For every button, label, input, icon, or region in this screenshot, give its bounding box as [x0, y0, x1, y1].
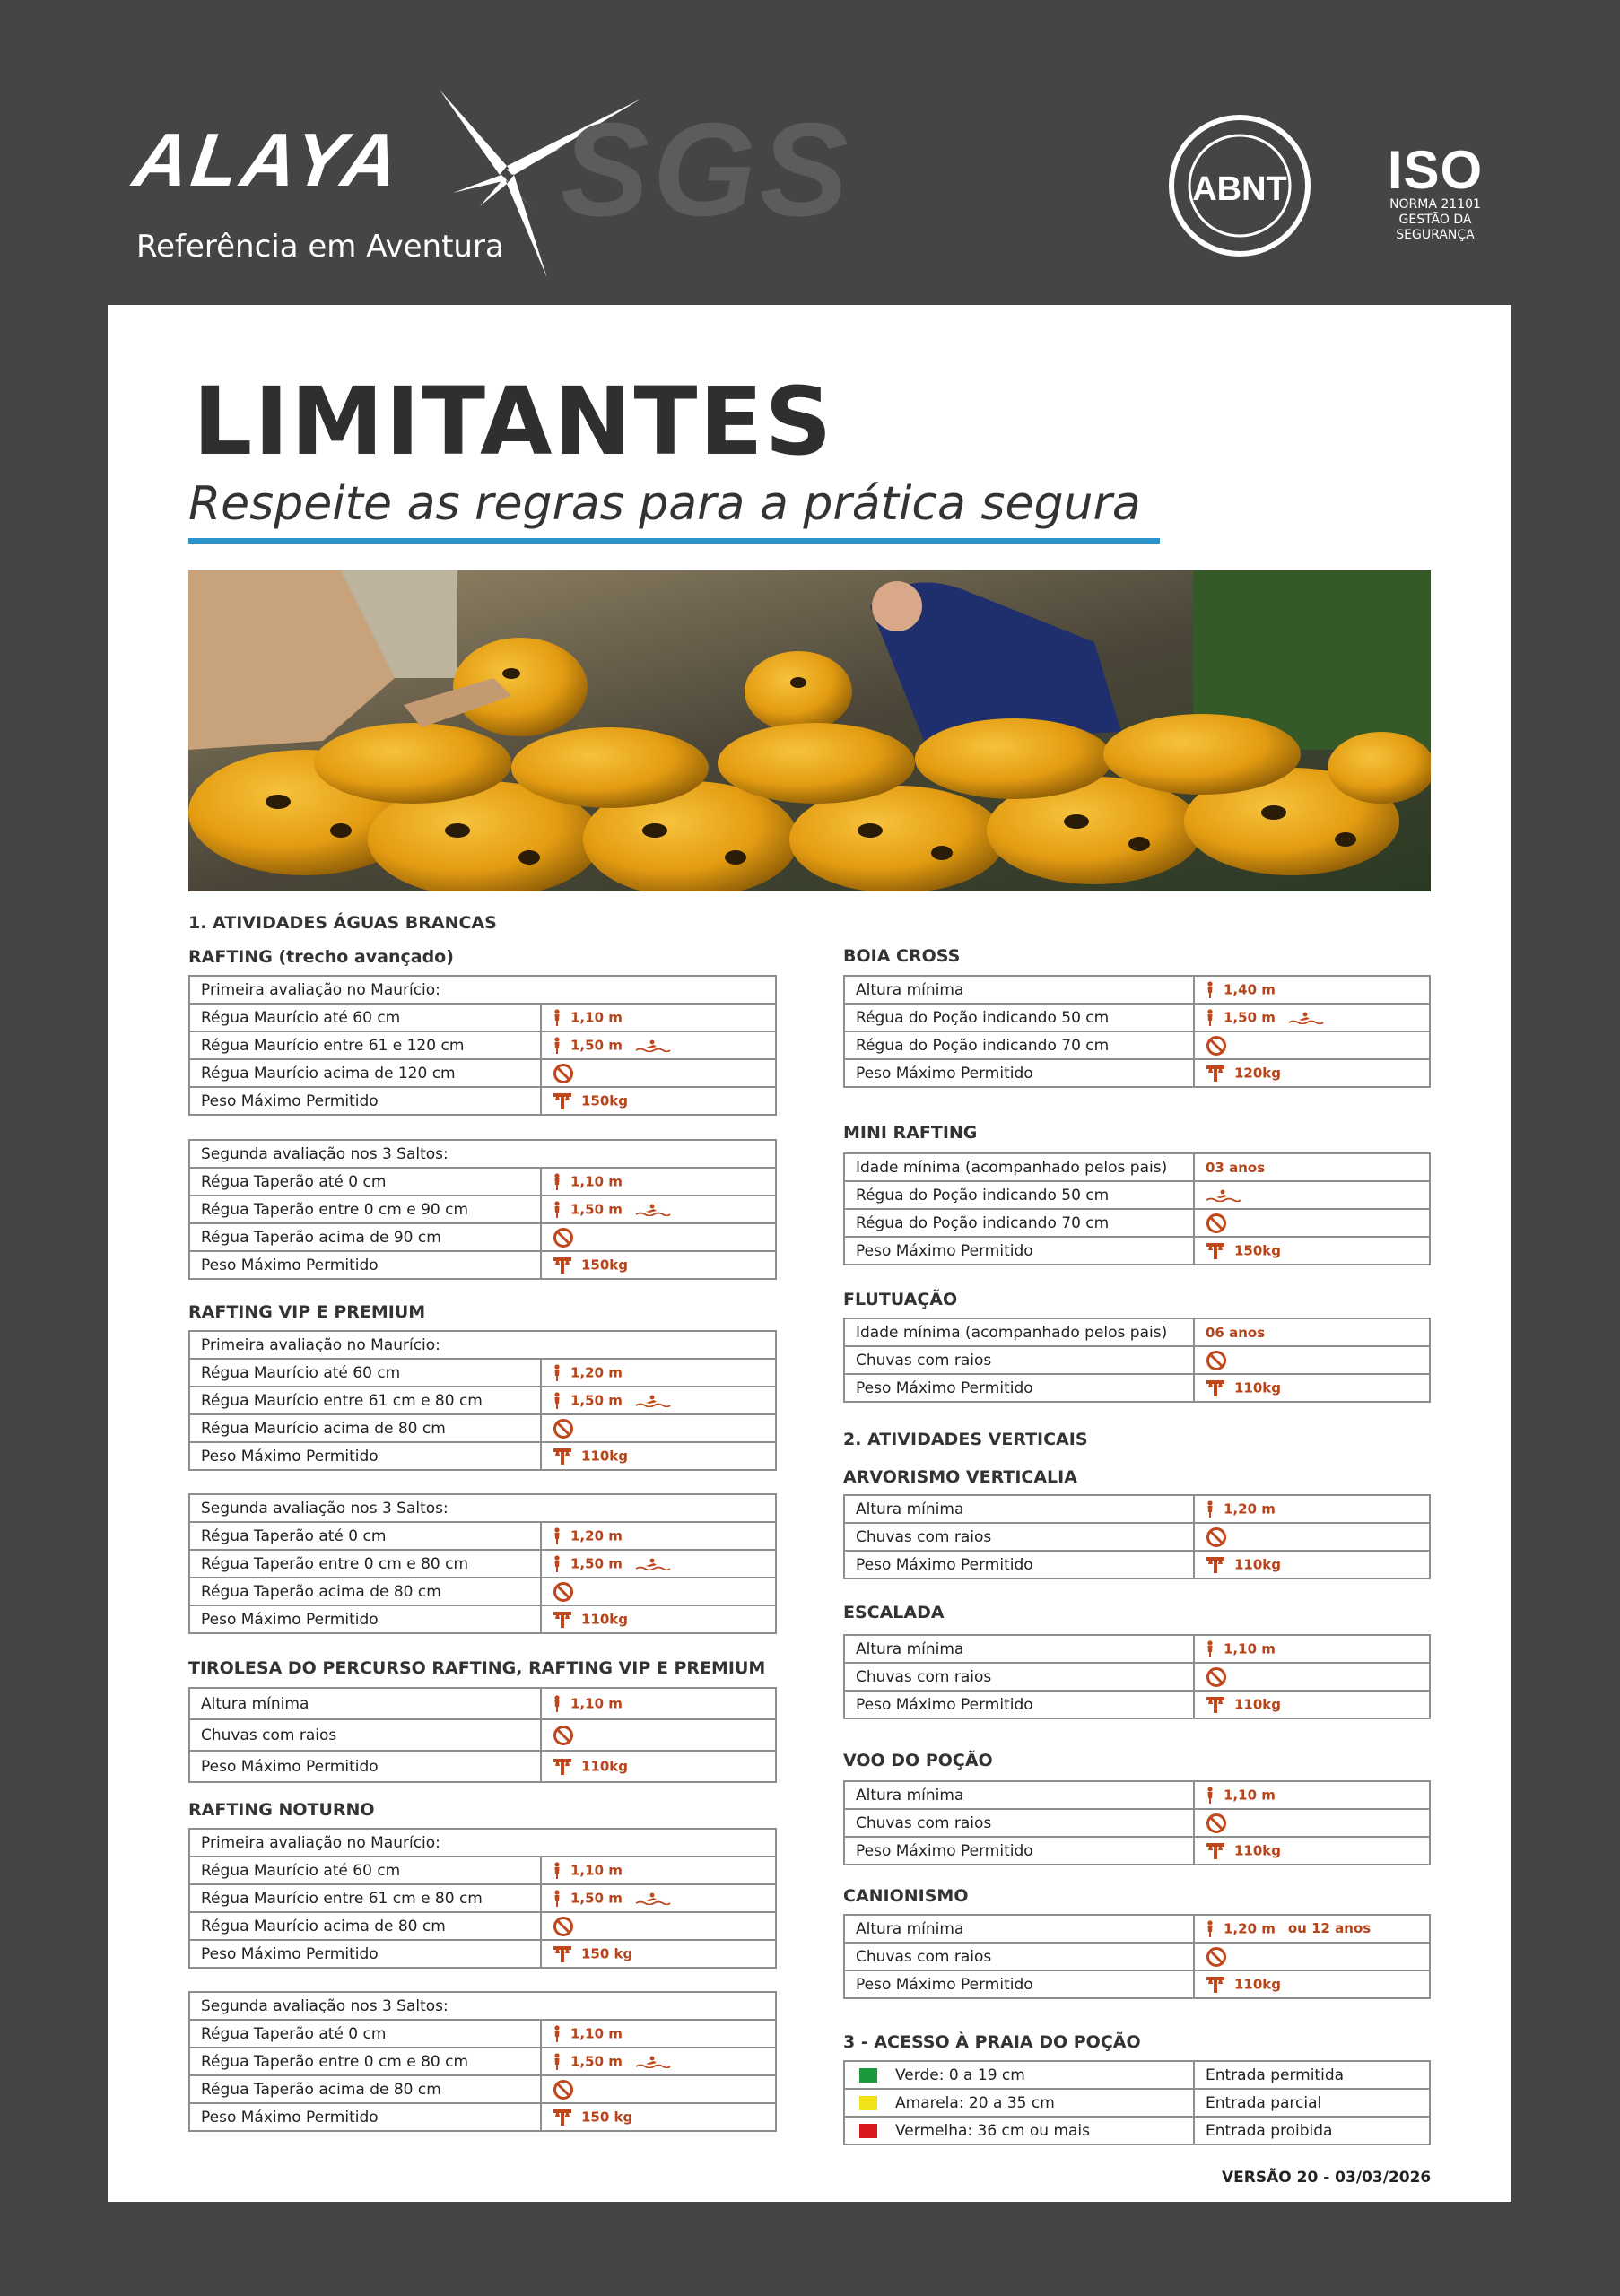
prohibited-icon [1206, 1666, 1227, 1688]
title-rule [188, 538, 1160, 544]
canionismo-row1-extra: ou 12 anos [1287, 1920, 1372, 1936]
weight-icon [553, 1447, 572, 1466]
canionismo-row3-label: Peso Máximo Permitido [844, 1970, 1194, 1998]
weight-icon [1206, 1975, 1225, 1995]
boia-row1-label: Altura mínima [844, 976, 1194, 1004]
mini-table [843, 1152, 1431, 1265]
acesso-row1-label-cell [844, 2061, 1194, 2089]
escalada-table [843, 1634, 1431, 1719]
weight-icon [553, 2108, 572, 2127]
rafting-t1-row4-label: Peso Máximo Permitido [189, 1087, 541, 1115]
prohibited-icon [1206, 1813, 1227, 1834]
canionismo-row1-label: Altura mínima [844, 1915, 1194, 1943]
noturno-t2-row1-label: Régua Taperão até 0 cm [189, 2020, 541, 2048]
tirolesa-table [188, 1687, 777, 1783]
height-icon [553, 1527, 562, 1545]
tirolesa-title: TIROLESA DO PERCURSO RAFTING, RAFTING VIP E PREMIUM [188, 1658, 766, 1678]
weight-icon [1206, 1695, 1225, 1715]
prohibited-icon [553, 1227, 574, 1248]
tirolesa-row3-value: 110kg [581, 1758, 629, 1774]
rafting-t1-row1-label: Régua Maurício até 60 cm [189, 1004, 541, 1031]
boia-row4-label: Peso Máximo Permitido [844, 1059, 1194, 1087]
prohibited-icon [553, 2079, 574, 2100]
vip-t1-row4-label: Peso Máximo Permitido [189, 1442, 541, 1470]
flutuacao-row3-label: Peso Máximo Permitido [844, 1374, 1194, 1402]
height-icon [553, 1173, 562, 1191]
flutuacao-row1-label: Idade mínima (acompanhado pelos pais) [844, 1318, 1194, 1346]
prohibited-icon [553, 1581, 574, 1603]
version-label: VERSÃO 20 - 03/03/2026 [1222, 2169, 1432, 2187]
vip-t1-row3-label: Régua Maurício acima de 80 cm [189, 1414, 541, 1442]
rafting-t2-row1-value: 1,10 m [570, 1173, 623, 1189]
wave-icon [635, 1558, 671, 1570]
acesso-row3-status: Entrada proibida [1194, 2117, 1430, 2144]
height-icon [553, 1862, 562, 1880]
wave-icon [635, 1395, 671, 1407]
prohibited-icon [1206, 1526, 1227, 1548]
weight-icon [553, 1610, 572, 1630]
escalada-title: ESCALADA [843, 1603, 945, 1622]
vip-t1-row4-value: 110kg [581, 1448, 629, 1464]
vip-t2-row4-label: Peso Máximo Permitido [189, 1605, 541, 1633]
rafting-t2-row3-label: Régua Taperão acima de 90 cm [189, 1223, 541, 1251]
rafting-t2-header: Segunda avaliação nos 3 Saltos: [189, 1140, 776, 1168]
noturno-t2-header: Segunda avaliação nos 3 Saltos: [189, 1992, 776, 2020]
tirolesa-row1-value: 1,10 m [570, 1695, 623, 1711]
weight-icon [553, 1091, 572, 1111]
height-icon [1206, 1500, 1215, 1518]
mini-row4-label: Peso Máximo Permitido [844, 1237, 1194, 1265]
noturno-title: RAFTING NOTURNO [188, 1800, 375, 1820]
noturno-t2-row4-value: 150 kg [581, 2109, 633, 2125]
boia-row2-value: 1,50 m [1224, 1009, 1276, 1025]
weight-icon [553, 1256, 572, 1275]
voo-title: VOO DO POÇÃO [843, 1751, 993, 1770]
weight-icon [1206, 1841, 1225, 1861]
prohibited-icon [553, 1418, 574, 1439]
acesso-row2-status: Entrada parcial [1194, 2089, 1430, 2117]
vip-title: RAFTING VIP E PREMIUM [188, 1302, 426, 1322]
height-icon [553, 2053, 562, 2071]
wave-icon [1206, 1189, 1241, 1202]
rafting-t2-row4-label: Peso Máximo Permitido [189, 1251, 541, 1279]
photo-helmets [188, 570, 1431, 891]
mini-row3-label: Régua do Poção indicando 70 cm [844, 1209, 1194, 1237]
height-icon [553, 2025, 562, 2043]
prohibited-icon [1206, 1213, 1227, 1234]
page-title: LIMITANTES [193, 367, 834, 476]
rafting-t1-row2-label: Régua Maurício entre 61 e 120 cm [189, 1031, 541, 1059]
vip-t2-row3-label: Régua Taperão acima de 80 cm [189, 1578, 541, 1605]
prohibited-icon [1206, 1350, 1227, 1371]
acesso-row1-label: Verde: 0 a 19 cm [895, 2066, 1025, 2084]
prohibited-icon [1206, 1946, 1227, 1968]
mini-row4-value: 150kg [1234, 1242, 1282, 1258]
escalada-row2-label: Chuvas com raios [844, 1663, 1194, 1691]
weight-icon [553, 1944, 572, 1964]
boia-row2-label: Régua do Poção indicando 50 cm [844, 1004, 1194, 1031]
iso-norma: NORMA 21101 [1389, 197, 1481, 212]
noturno-t2-row2-value: 1,50 m [570, 2053, 623, 2069]
height-icon [1206, 981, 1215, 999]
weight-icon [553, 1757, 572, 1777]
wave-icon [635, 2056, 671, 2068]
voo-table [843, 1780, 1431, 1866]
boia-title: BOIA CROSS [843, 946, 961, 966]
vip-table-1 [188, 1330, 777, 1471]
height-icon [553, 1201, 562, 1219]
iso-gestao: GESTÃO DA SEGURANÇA [1396, 213, 1475, 242]
rafting-t1-row4-value: 150kg [581, 1092, 629, 1109]
mini-row1-value: 03 anos [1206, 1159, 1266, 1176]
rafting-table-2 [188, 1139, 777, 1280]
height-icon [553, 1037, 562, 1055]
acesso-row3-label: Vermelha: 36 cm ou mais [895, 2121, 1091, 2140]
iso-title: ISO [1387, 140, 1484, 200]
canionismo-row1-value: 1,20 m [1224, 1920, 1276, 1936]
escalada-row1-label: Altura mínima [844, 1635, 1194, 1663]
rafting-t2-row1-label: Régua Taperão até 0 cm [189, 1168, 541, 1196]
height-icon [553, 1364, 562, 1382]
rafting-t1-row1-value: 1,10 m [570, 1009, 623, 1025]
mini-title: MINI RAFTING [843, 1123, 978, 1143]
rafting-t1-row2-value: 1,50 m [570, 1037, 623, 1053]
height-icon [553, 1890, 562, 1908]
noturno-t1-row4-label: Peso Máximo Permitido [189, 1940, 541, 1968]
voo-row3-value: 110kg [1234, 1842, 1282, 1858]
acesso-row1-status: Entrada permitida [1194, 2061, 1430, 2089]
arvorismo-title: ARVORISMO VERTICALIA [843, 1467, 1077, 1487]
arvorismo-row1-value: 1,20 m [1224, 1500, 1276, 1517]
escalada-row3-label: Peso Máximo Permitido [844, 1691, 1194, 1718]
rafting-t1-header: Primeira avaliação no Maurício: [189, 976, 776, 1004]
canionismo-row3-value: 110kg [1234, 1976, 1282, 1992]
flutuacao-table [843, 1318, 1431, 1403]
section-title-aguas-brancas: 1. ATIVIDADES ÁGUAS BRANCAS [188, 913, 497, 933]
noturno-t1-row1-label: Régua Maurício até 60 cm [189, 1857, 541, 1884]
prohibited-icon [553, 1916, 574, 1937]
noturno-t1-row2-label: Régua Maurício entre 61 cm e 80 cm [189, 1884, 541, 1912]
arvorismo-row1-label: Altura mínima [844, 1495, 1194, 1523]
wave-icon [635, 1039, 671, 1052]
tirolesa-row1-label: Altura mínima [189, 1688, 541, 1719]
flutuacao-row2-label: Chuvas com raios [844, 1346, 1194, 1374]
boia-row1-value: 1,40 m [1224, 981, 1276, 997]
yellow-square-icon [859, 2096, 877, 2110]
weight-icon [1206, 1241, 1225, 1261]
vip-t2-row4-value: 110kg [581, 1611, 629, 1627]
tirolesa-row2-label: Chuvas com raios [189, 1719, 541, 1751]
wave-icon [635, 1204, 671, 1216]
section-title-verticais: 2. ATIVIDADES VERTICAIS [843, 1430, 1088, 1449]
noturno-t1-row4-value: 150 kg [581, 1945, 633, 1961]
boia-row3-label: Régua do Poção indicando 70 cm [844, 1031, 1194, 1059]
canionismo-title: CANIONISMO [843, 1886, 969, 1906]
rafting-t1-row3-label: Régua Maurício acima de 120 cm [189, 1059, 541, 1087]
height-icon [1206, 1009, 1215, 1027]
iso-badge [1359, 140, 1511, 243]
vip-t2-row2-value: 1,50 m [570, 1555, 623, 1571]
noturno-t1-row1-value: 1,10 m [570, 1862, 623, 1878]
acesso-row2-label-cell [844, 2089, 1194, 2117]
noturno-t1-row3-label: Régua Maurício acima de 80 cm [189, 1912, 541, 1940]
voo-row3-label: Peso Máximo Permitido [844, 1837, 1194, 1865]
green-square-icon [859, 2068, 877, 2083]
flutuacao-row3-value: 110kg [1234, 1379, 1282, 1396]
tirolesa-row3-label: Peso Máximo Permitido [189, 1751, 541, 1782]
rafting-t2-row4-value: 150kg [581, 1257, 629, 1273]
height-icon [553, 1555, 562, 1573]
sgs-logo: SGS [561, 96, 852, 244]
abnt-seal-text: ABNT [1192, 170, 1287, 208]
wave-icon [1288, 1012, 1324, 1024]
prohibited-icon [1206, 1035, 1227, 1057]
height-icon [1206, 1640, 1215, 1658]
wave-icon [635, 1892, 671, 1905]
vip-t1-row1-value: 1,20 m [570, 1364, 623, 1380]
vip-t1-row1-label: Régua Maurício até 60 cm [189, 1359, 541, 1387]
arvorismo-row2-label: Chuvas com raios [844, 1523, 1194, 1551]
vip-t2-row1-label: Régua Taperão até 0 cm [189, 1522, 541, 1550]
canionismo-table [843, 1914, 1431, 1999]
noturno-t2-row2-label: Régua Taperão entre 0 cm e 80 cm [189, 2048, 541, 2075]
escalada-row3-value: 110kg [1234, 1696, 1282, 1712]
rafting-t2-row2-label: Régua Taperão entre 0 cm e 90 cm [189, 1196, 541, 1223]
abnt-seal-icon [1166, 112, 1314, 260]
prohibited-icon [553, 1063, 574, 1084]
flutuacao-row1-value: 06 anos [1206, 1324, 1266, 1341]
voo-row1-value: 1,10 m [1224, 1787, 1276, 1803]
acesso-row3-label-cell [844, 2117, 1194, 2144]
rafting-t2-row2-value: 1,50 m [570, 1201, 623, 1217]
page-subtitle: Respeite as regras para a prática segura [188, 477, 1141, 531]
page-header [0, 0, 1620, 305]
escalada-row1-value: 1,10 m [1224, 1640, 1276, 1657]
height-icon [553, 1392, 562, 1410]
weight-icon [1206, 1555, 1225, 1575]
arvorismo-table [843, 1494, 1431, 1579]
prohibited-icon [553, 1725, 574, 1746]
vip-t1-row2-label: Régua Maurício entre 61 cm e 80 cm [189, 1387, 541, 1414]
height-icon [1206, 1920, 1215, 1938]
red-square-icon [859, 2124, 877, 2138]
voo-row2-label: Chuvas com raios [844, 1809, 1194, 1837]
vip-t1-header: Primeira avaliação no Maurício: [189, 1331, 776, 1359]
height-icon [553, 1695, 562, 1713]
weight-icon [1206, 1378, 1225, 1398]
height-icon [553, 1009, 562, 1027]
noturno-t2-row1-value: 1,10 m [570, 2025, 623, 2041]
vip-t2-row2-label: Régua Taperão entre 0 cm e 80 cm [189, 1550, 541, 1578]
noturno-t2-row3-label: Régua Taperão acima de 80 cm [189, 2075, 541, 2103]
boia-row4-value: 120kg [1234, 1065, 1282, 1081]
flutuacao-title: FLUTUAÇÃO [843, 1290, 958, 1309]
vip-t1-row2-value: 1,50 m [570, 1392, 623, 1408]
noturno-t1-header: Primeira avaliação no Maurício: [189, 1829, 776, 1857]
acesso-table [843, 2060, 1431, 2145]
rafting-table-1 [188, 975, 777, 1116]
noturno-t1-row2-value: 1,50 m [570, 1890, 623, 1906]
boia-table [843, 975, 1431, 1088]
arvorismo-row3-label: Peso Máximo Permitido [844, 1551, 1194, 1578]
height-icon [1206, 1787, 1215, 1805]
vip-t2-header: Segunda avaliação nos 3 Saltos: [189, 1494, 776, 1522]
mini-row2-label: Régua do Poção indicando 50 cm [844, 1181, 1194, 1209]
noturno-table-1 [188, 1828, 777, 1969]
rafting-title: RAFTING (trecho avançado) [188, 947, 454, 967]
brand-tagline: Referência em Aventura [136, 229, 504, 265]
acesso-row2-label: Amarela: 20 a 35 cm [895, 2093, 1055, 2112]
noturno-t2-row4-label: Peso Máximo Permitido [189, 2103, 541, 2131]
voo-row1-label: Altura mínima [844, 1781, 1194, 1809]
noturno-table-2 [188, 1991, 777, 2132]
vip-t2-row1-value: 1,20 m [570, 1527, 623, 1544]
mini-row1-label: Idade mínima (acompanhado pelos pais) [844, 1153, 1194, 1181]
section-title-acesso: 3 - ACESSO À PRAIA DO POÇÃO [843, 2032, 1141, 2052]
canionismo-row2-label: Chuvas com raios [844, 1943, 1194, 1970]
weight-icon [1206, 1064, 1225, 1083]
vip-table-2 [188, 1493, 777, 1634]
brand-logo: ALAYA [128, 117, 407, 202]
arvorismo-row3-value: 110kg [1234, 1556, 1282, 1572]
